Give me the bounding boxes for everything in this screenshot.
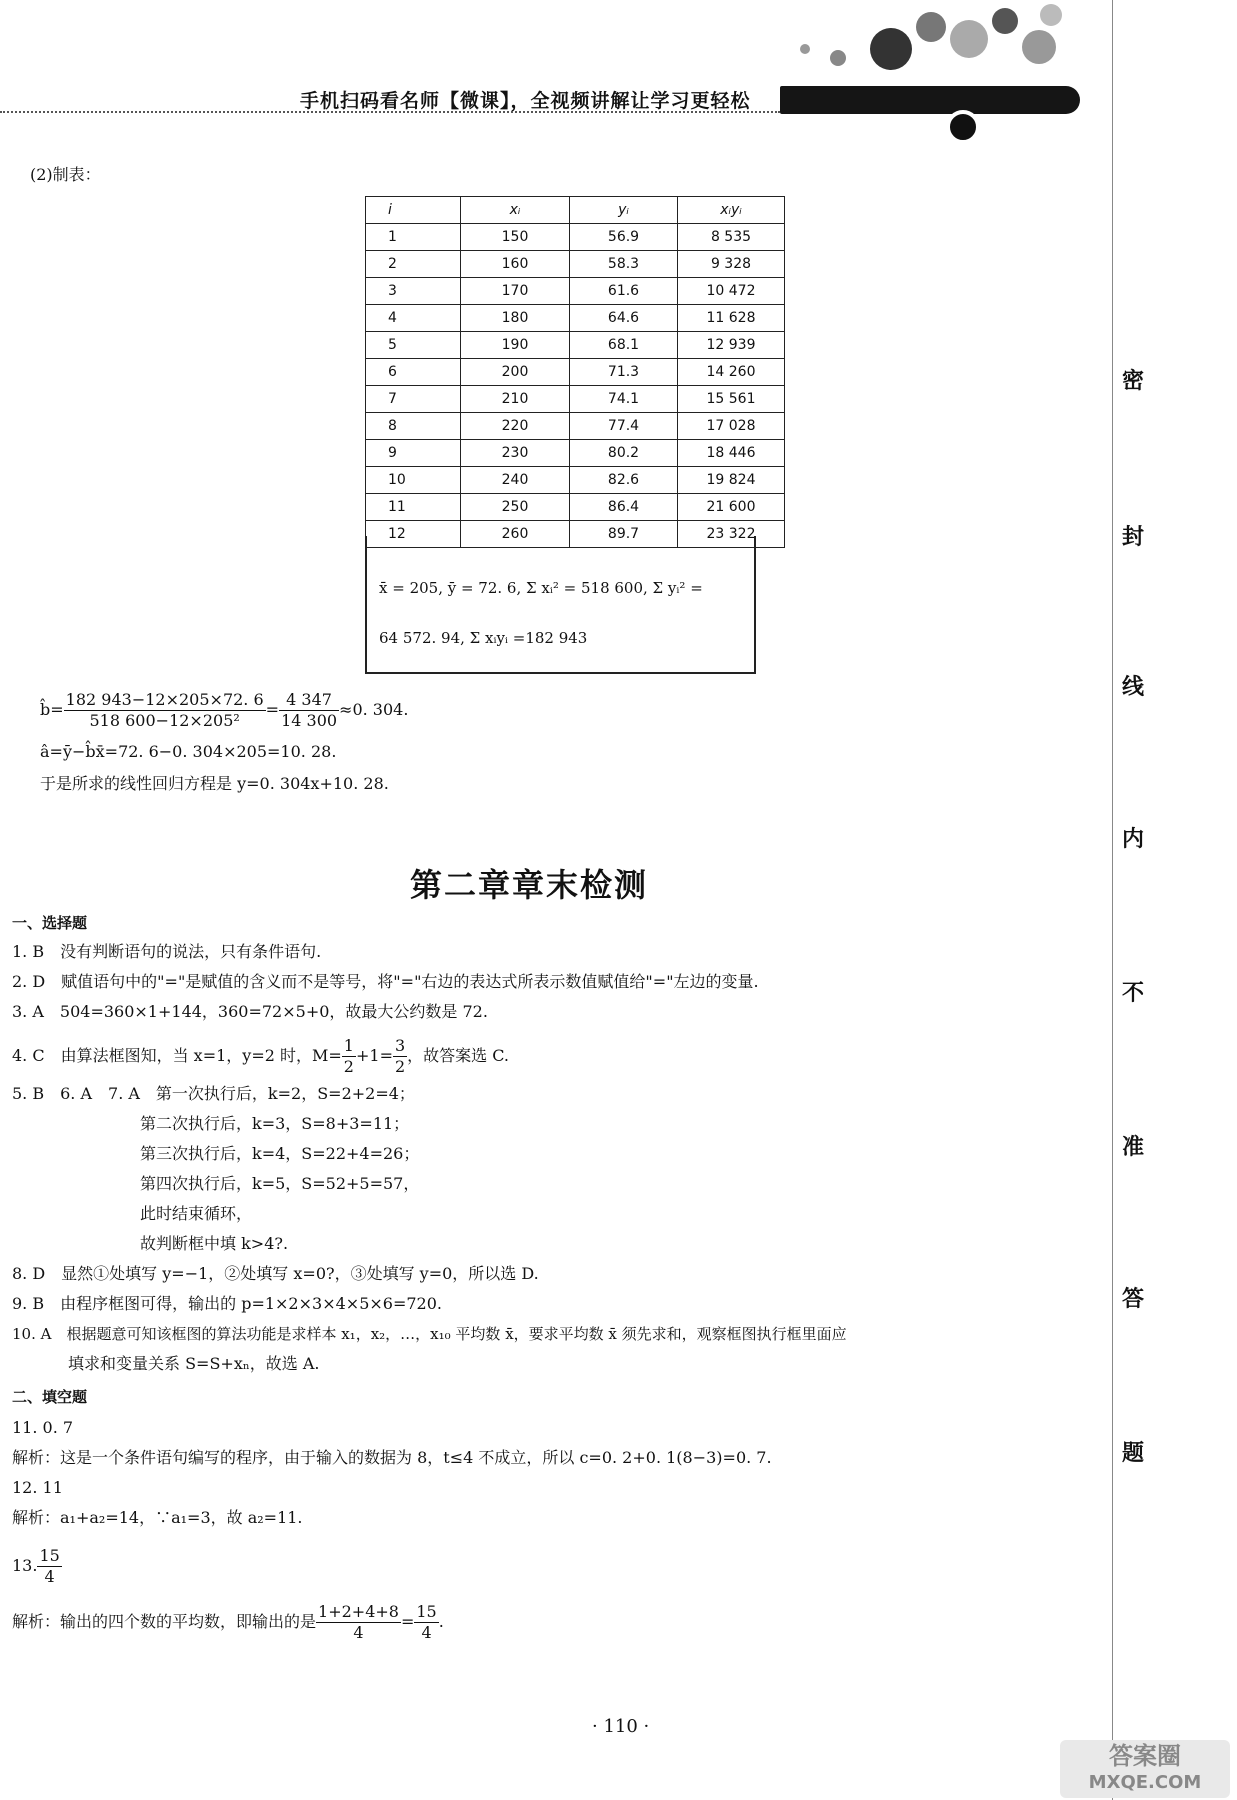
table-row	[366, 359, 785, 386]
cell-x: 150	[461, 224, 570, 251]
cell-y: 80.2	[570, 440, 678, 467]
cell-xy: 23 322	[678, 521, 785, 548]
q4-f1-num: 1	[343, 1036, 354, 1055]
q4-f2-den: 2	[394, 1057, 406, 1076]
b-hat-eq: =	[265, 700, 280, 719]
answer-q11: 11. 0. 7	[12, 1418, 74, 1437]
b-hat-den1: 518 600−12×205²	[89, 711, 240, 730]
cell-i: 7	[366, 386, 461, 413]
table-header-y: yᵢ	[570, 197, 678, 224]
table-header-i: i	[366, 197, 461, 224]
cell-xy: 8 535	[678, 224, 785, 251]
cell-xy: 21 600	[678, 494, 785, 521]
table-row	[366, 224, 785, 251]
cell-x: 210	[461, 386, 570, 413]
q4-post: ，故答案选 C.	[407, 1046, 510, 1065]
cell-xy: 12 939	[678, 332, 785, 359]
table-header-x: xᵢ	[461, 197, 570, 224]
part2-label: (2)制表：	[30, 165, 101, 184]
q13-exp-den: 4	[353, 1623, 364, 1642]
q13-exp-fraction-1	[316, 1602, 401, 1643]
cell-y: 68.1	[570, 332, 678, 359]
cell-xy: 14 260	[678, 359, 785, 386]
b-hat-den2: 14 300	[281, 711, 338, 730]
cell-xy: 9 328	[678, 251, 785, 278]
binding-margin-line	[1112, 0, 1113, 1800]
answer-q10-line1: 10. A 根据题意可知该框图的算法功能是求样本 x₁，x₂，…，x₁₀ 平均数 x̄，要求平均数 x̄ 须先求和，观察框图执行框里面应	[12, 1325, 847, 1343]
q13-exp-pre: 解析：输出的四个数的平均数，即输出的是	[12, 1612, 317, 1631]
q4-fraction-2	[393, 1036, 407, 1077]
cell-y: 64.6	[570, 305, 678, 332]
cell-i: 5	[366, 332, 461, 359]
cell-xy: 10 472	[678, 278, 785, 305]
header-dotted-rule	[0, 111, 780, 113]
answer-q1: 1. B 没有判断语句的说法，只有条件语句.	[12, 942, 322, 961]
q13-exp-post: .	[438, 1612, 444, 1631]
q13-exp-fraction-2	[414, 1602, 438, 1643]
answer-q5-7: 5. B 6. A 7. A 第一次执行后，k=2，S=2+2=4；	[12, 1084, 415, 1103]
table-header-xy: xᵢyᵢ	[678, 197, 785, 224]
q4-pre: 4. C 由算法框图知，当 x=1，y=2 时，M=	[12, 1046, 342, 1065]
cell-i: 4	[366, 305, 461, 332]
chapter-title: 第二章章末检测	[410, 866, 649, 904]
cell-y: 77.4	[570, 413, 678, 440]
data-table	[365, 196, 785, 548]
answer-q7-step2: 第二次执行后，k=3，S=8+3=11；	[140, 1114, 410, 1133]
q13-exp-num2: 15	[416, 1602, 437, 1621]
cell-xy: 19 824	[678, 467, 785, 494]
b-hat-result: ≈0. 304.	[339, 700, 409, 719]
answer-q7-step4: 第四次执行后，k=5，S=52+5=57，	[140, 1174, 420, 1193]
cell-x: 200	[461, 359, 570, 386]
cell-y: 86.4	[570, 494, 678, 521]
table-row	[366, 467, 785, 494]
cell-y: 58.3	[570, 251, 678, 278]
answer-q7-step3: 第三次执行后，k=4，S=22+4=26；	[140, 1144, 420, 1163]
side-char-5: 不	[1121, 980, 1144, 1006]
cell-xy: 15 561	[678, 386, 785, 413]
table-row	[366, 251, 785, 278]
side-char-7: 答	[1121, 1286, 1144, 1312]
q4-f2-num: 3	[394, 1036, 406, 1055]
answer-q7-step5: 此时结束循环，	[140, 1204, 253, 1223]
side-char-8: 题	[1121, 1440, 1144, 1466]
cell-x: 230	[461, 440, 570, 467]
q13-num: 15	[39, 1546, 60, 1565]
side-char-6: 准	[1121, 1134, 1144, 1160]
q13-exp-den2: 4	[421, 1623, 432, 1642]
watermark-top: 答案圈	[1109, 1742, 1181, 1770]
cell-xy: 17 028	[678, 413, 785, 440]
answer-q11-explanation: 解析：这是一个条件语句编写的程序，由于输入的数据为 8，t≤4 不成立，所以 c=0. 2+0. 1(8−3)=0. 7.	[12, 1448, 772, 1467]
q13-label: 13.	[12, 1556, 38, 1575]
header-dark-bar	[780, 86, 1080, 114]
b-hat-num1: 182 943−12×205×72. 6	[65, 690, 264, 709]
cell-i: 10	[366, 467, 461, 494]
b-hat-fraction-1	[64, 690, 266, 731]
table-header-row	[366, 197, 785, 224]
b-hat-fraction-2	[279, 690, 339, 731]
cell-x: 240	[461, 467, 570, 494]
cell-y: 74.1	[570, 386, 678, 413]
cell-y: 71.3	[570, 359, 678, 386]
b-hat-num2: 4 347	[279, 690, 339, 711]
summary-line-1: x̄ = 205, ȳ = 72. 6, Σ xᵢ² = 518 600, Σ yᵢ² =	[379, 579, 703, 597]
header-banner-text: 手机扫码看名师【微课】，全视频讲解让学习更轻松	[300, 90, 751, 112]
cell-i: 2	[366, 251, 461, 278]
table-row	[366, 494, 785, 521]
answer-q12: 12. 11	[12, 1478, 63, 1497]
q4-f1-den: 2	[343, 1057, 354, 1076]
cell-i: 11	[366, 494, 461, 521]
q13-fraction	[37, 1546, 61, 1587]
answer-q10-line2: 填求和变量关系 S=S+xₙ，故选 A.	[68, 1354, 320, 1373]
table-row	[366, 332, 785, 359]
q13-exp-num: 1+2+4+8	[318, 1602, 399, 1621]
cell-y: 61.6	[570, 278, 678, 305]
cell-x: 220	[461, 413, 570, 440]
regression-conclusion: 于是所求的线性回归方程是 y=0. 304x+10. 28.	[40, 774, 389, 793]
section-choice-title: 一、选择题	[12, 914, 88, 932]
table-summary-cell	[365, 536, 756, 674]
cell-i: 8	[366, 413, 461, 440]
watermark-logo	[1060, 1740, 1230, 1798]
cell-i: 3	[366, 278, 461, 305]
cell-x: 160	[461, 251, 570, 278]
b-hat-label: b̂=	[40, 700, 64, 719]
side-char-3: 线	[1121, 674, 1144, 700]
cell-x: 190	[461, 332, 570, 359]
side-char-2: 封	[1121, 524, 1144, 550]
cell-i: 12	[366, 521, 461, 548]
cell-y: 89.7	[570, 521, 678, 548]
answer-q3: 3. A 504=360×1+144，360=72×5+0，故最大公约数是 72.	[12, 1002, 488, 1021]
cell-x: 260	[461, 521, 570, 548]
cell-i: 9	[366, 440, 461, 467]
cell-i: 1	[366, 224, 461, 251]
side-char-4: 内	[1121, 826, 1144, 852]
cell-x: 250	[461, 494, 570, 521]
answer-q8: 8. D 显然①处填写 y=−1，②处填写 x=0?，③处填写 y=0，所以选 D.	[12, 1264, 539, 1283]
table-row	[366, 386, 785, 413]
answer-q7-step6: 故判断框中填 k>4?.	[140, 1234, 289, 1253]
cell-y: 56.9	[570, 224, 678, 251]
q4-fraction-1	[342, 1036, 356, 1077]
table-row	[366, 305, 785, 332]
q4-mid: +1=	[355, 1046, 393, 1065]
page-number: · 110 ·	[592, 1716, 650, 1737]
watermark-bottom: MXQE.COM	[1088, 1772, 1202, 1793]
section-fill-title: 二、填空题	[12, 1388, 88, 1406]
b-hat-formula	[40, 690, 408, 731]
cell-x: 180	[461, 305, 570, 332]
cell-x: 170	[461, 278, 570, 305]
answer-q9: 9. B 由程序框图可得，输出的 p=1×2×3×4×5×6=720.	[12, 1294, 442, 1313]
answer-q2: 2. D 赋值语句中的"="是赋值的含义而不是等号，将"="右边的表达式所表示数值赋值给"="左边的变量.	[12, 972, 759, 991]
cell-y: 82.6	[570, 467, 678, 494]
answer-q13-explanation	[12, 1602, 444, 1643]
table-row	[366, 278, 785, 305]
q13-exp-eq: =	[400, 1612, 415, 1631]
answer-q12-explanation: 解析：a₁+a₂=14，∵a₁=3，故 a₂=11.	[12, 1508, 303, 1527]
table-row	[366, 413, 785, 440]
table-row	[366, 440, 785, 467]
summary-line-2: 64 572. 94, Σ xᵢyᵢ =182 943	[379, 629, 588, 647]
cell-i: 6	[366, 359, 461, 386]
cell-xy: 18 446	[678, 440, 785, 467]
q13-den: 4	[44, 1567, 55, 1586]
answer-q13	[12, 1546, 62, 1587]
cell-xy: 11 628	[678, 305, 785, 332]
a-hat-formula: â=ȳ−b̂x̄=72. 6−0. 304×205=10. 28.	[40, 742, 337, 761]
answer-q4	[12, 1036, 509, 1077]
side-char-1: 密	[1121, 368, 1144, 394]
